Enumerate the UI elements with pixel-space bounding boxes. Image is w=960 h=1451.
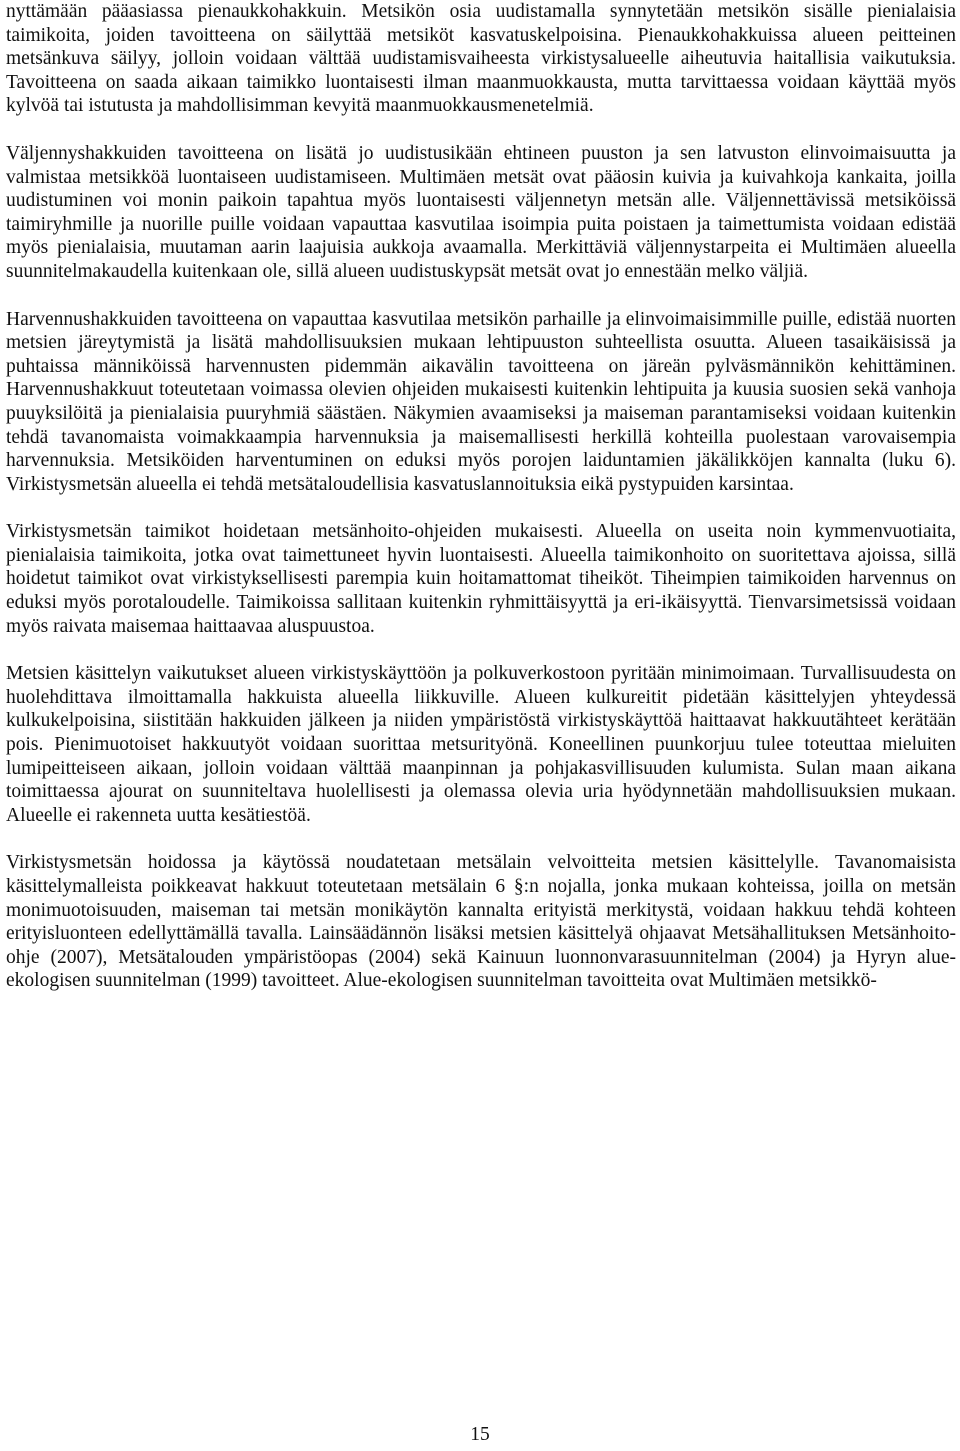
paragraph-3: Harvennushakkuiden tavoitteena on vapauttaa kasvutilaa metsikön parhaille ja elinvoimaisimmille puille, edistää nuorten metsien järeytymistä ja lisätä mahdollisuuksien mukaan lehtipuuston suhteellista osuutta. Alueen tasaikäisissä ja puhtaissa männiköissä harvennusten pidemmän aikavälin tavoitteena on järeän pylväsmännikön kehittäminen. Harvennushakkuut toteutetaan voimassa olevien ohjeiden mukaisesti kuitenkin lehtipuita ja kuusia suosien sekä vanhoja puuyksilöitä ja pienialaisia puuryhmiä säästäen. Näkymien avaamiseksi ja maiseman parantamiseksi voidaan kuitenkin tehdä tavanomaista voimakkaampia harvennuksia ja maisemallisesti herkillä kohteilla puolestaan varovaisempia harvennuksia. Metsiköiden harventuminen on eduksi myös porojen laiduntamien jäkälikköjen kannalta (luku 6). Virkistysmetsän alueella ei tehdä metsätaloudellisia kasvatuslannoituksia eikä pystypuiden karsintaa. <box>6 308 956 495</box>
paragraph-1: nyttämään pääasiassa pienaukkohakkuin. Metsikön osia uudistamalla synnytetään metsikön sisälle pienialaisia taimikoita, joiden tavoitteena on säilyttää metsiköt kasvatuskelpoisina. Pienaukkohakkuissa alueen peitteinen metsänkuva säilyy, jolloin voidaan välttää uudistamisvaiheesta virkistysalueelle aiheutuvia haitallisia vaikutuksia. Tavoitteena on saada aikaan taimikko luontaisesti ilman maanmuokkausta, mutta tarvittaessa voidaan käyttää myös kylvöä tai istutusta ja mahdollisimman kevyitä maanmuokkausmenetelmiä. <box>6 1 956 117</box>
page-number: 15 <box>470 1424 490 1445</box>
paragraph-2: Väljennyshakkuiden tavoitteena on lisätä jo uudistusikään ehtineen puuston ja sen latvuston elinvoimaisuutta ja valmistaa metsikköä luontaiseen uudistamiseen. Multimäen metsät ovat pääosin kuivia ja kuivahkoja kankaita, joilla uudistuminen voi monin paikoin tapahtua myös luontaisesti väljennetyn metsän alle. Väljennettävissä metsiköissä taimiryhmille ja nuorille puille voidaan vapauttaa kasvutilaa isoimpia puita poistaen ja taimettumista voidaan edistää myös pienialaisia, muutaman aarin laajuisia aukkoja avaamalla. Merkittäviä väljennystarpeita ei Multimäen alueella suunnitelmakaudella kuitenkaan ole, sillä alueen uudistuskypsät metsät ovat jo ennestään melko väljiä. <box>6 142 956 282</box>
body-text <box>6 2 956 1017</box>
paragraph-6: Virkistysmetsän hoidossa ja käytössä noudatetaan metsälain velvoitteita metsien käsittelylle. Tavanomaisista käsittelymalleista poikkeavat hakkuut toteutetaan metsälain 6 §:n nojalla, jonka mukaan kohteissa, joilla on metsän monimuotoisuuden, maiseman tai metsän monikäytön kannalta erityistä merkitystä, voidaan hakkuu tehdä kohteen erityisluonteen edellyttämällä tavalla. Lainsäädännön lisäksi metsien käsittelyä ohjaavat Metsähallituksen Metsänhoito-ohje (2007), Metsätalouden ympäristöopas (2004) sekä Kainuun luonnonvarasuunnitelman (2004) ja Hyryn alue-ekologisen suunnitelman (1999) tavoitteet. Alue-ekologisen suunnitelman tavoitteita ovat Multimäen metsikkö- <box>6 852 956 992</box>
paragraph-4: Virkistysmetsän taimikot hoidetaan metsänhoito-ohjeiden mukaisesti. Alueella on useita noin kymmenvuotiaita, pienialaisia taimikoita, jotka ovat taimettuneet hyvin luontaisesti. Alueella taimikonhoito on suoritettava ajoissa, sillä hoidetut taimikot ovat virkistyksellisesti parempia kuin hoitamattomat tiheiköt. Tiheimpien taimikoiden harvennus on eduksi myös porotaloudelle. Taimikoissa sallitaan kuitenkin ryhmittäisyyttä ja eri-ikäisyyttä. Tienvarsimetsissä voidaan myös raivata maisemaa haittaavaa aluspuustoa. <box>6 521 956 637</box>
paragraph-5: Metsien käsittelyn vaikutukset alueen virkistyskäyttöön ja polkuverkostoon pyritään minimoimaan. Turvallisuudesta on huolehdittava ilmoittamalla hakkuista alueella liikkuville. Alueen kulkureitit pidetään käsittelyjen yhteydessä kulkukelpoisina, siistitään hakkuiden jälkeen ja niiden ympäristöstä virkistyskäyttöä haittaavat hakkuutähteet kerätään pois. Pienimuotoiset hakkuutyöt voidaan suorittaa metsurityönä. Koneellinen puunkorjuu tulee toteuttaa mieluiten lumipeitteiseen aikaan, jolloin voidaan välttää maanpinnan ja pohjakasvillisuuden kulumista. Sulan maan aikana toimittaessa ajourat on suunniteltava huolellisesti ja olemassa olevia uria hyödynnetään mahdollisuuksien mukaan. Alueelle ei rakenneta uutta kesätiestöä. <box>6 663 956 826</box>
